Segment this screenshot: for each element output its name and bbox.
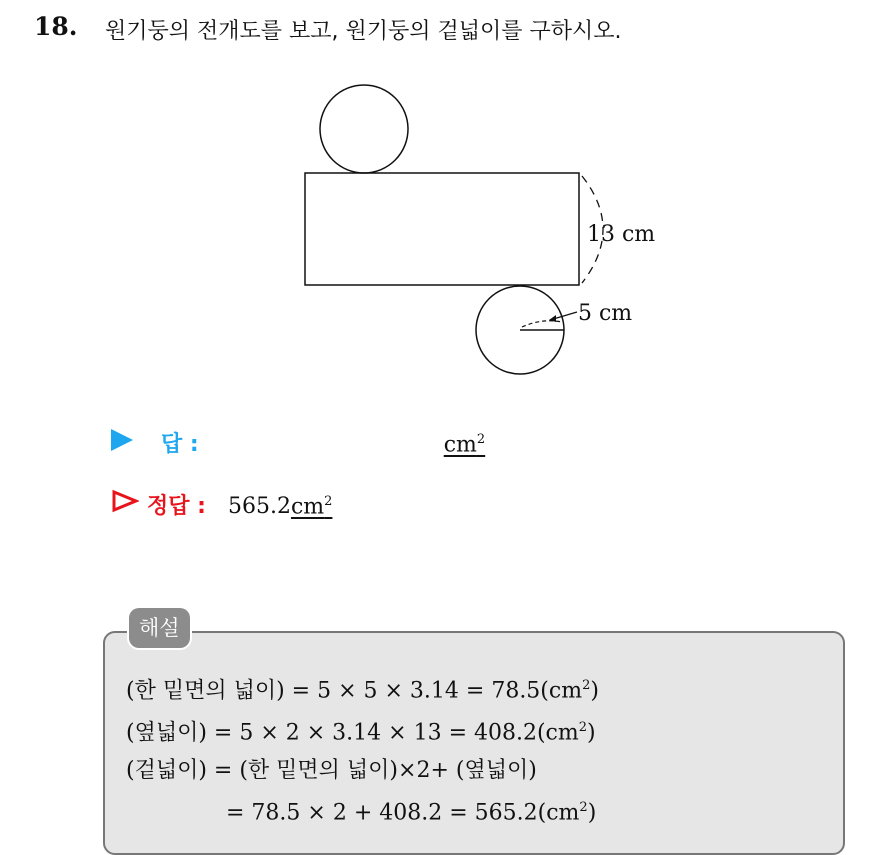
radius-label: 5 cm [578, 301, 633, 326]
solution-body [126, 667, 599, 831]
height-label: 13 cm [587, 222, 656, 247]
answer-row [111, 427, 485, 458]
answer-unit: $cm^2$ [443, 431, 486, 457]
solution-line: (옆넓이) = $5 \times 2 \times 3.14 \times 13 = 408.2(cm^2)$ [126, 720, 596, 746]
question-text: 원기둥의 전개도를 보고, 원기둥의 겉넓이를 구하시오. [105, 19, 622, 44]
cylinder-net-figure [0, 0, 884, 420]
solution-line: = $78.5 \times 2 + 408.2 = 565.2(cm^2)$ [226, 799, 597, 825]
top-base-circle [320, 85, 408, 173]
correct-answer-row [111, 489, 332, 520]
solution-tag: 해설 [129, 608, 190, 648]
correct-answer-label: 정답 : [147, 494, 206, 519]
answer-marker-icon [111, 429, 133, 451]
question-number: 18. [34, 12, 78, 41]
lateral-rectangle [305, 173, 579, 285]
answer-label: 답 : [161, 432, 199, 457]
solution-line: (겉넓이) = (한 밑면의 넓이)×2+ (옆넓이) [126, 757, 537, 783]
correct-marker-icon [111, 489, 139, 513]
correct-answer-unit: $cm^2$ [290, 493, 333, 519]
solution-line: (한 밑면의 넓이) = $5 \times 5 \times 3.14 = 78.5(cm^2)$ [126, 678, 599, 704]
correct-answer-value: 565.2 [227, 494, 291, 519]
